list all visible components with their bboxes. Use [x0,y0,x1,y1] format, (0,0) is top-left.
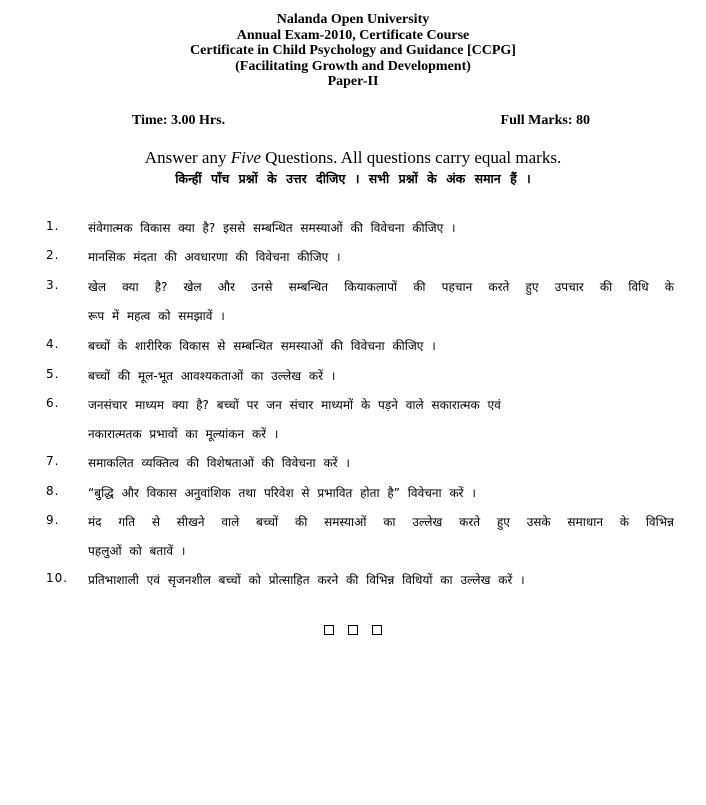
question-text-continued: रूप में महत्व को समझावें । [88,309,225,323]
question-number: 6. [46,396,60,410]
instructions-en-suffix: Questions. All questions carry equal marks. [260,148,562,167]
time-label: Time: 3.00 Hrs. [132,113,226,128]
question-text: बच्चों की मूल-भूत आवश्यकताओं का उल्लेख करें । [88,369,336,383]
question-number: 2. [46,248,60,262]
question-text-continued: नकारात्मतक प्रभावों का मूल्यांकन करें । [88,427,279,441]
instructions-en-prefix: Answer any [144,148,231,167]
full-marks-label: Full Marks: 80 [500,113,590,128]
exam-header [0,12,706,90]
question-text: संवेगात्मक विकास क्या है? इससे सम्बन्धित समस्याओं की विवेचना कीजिए । [88,221,456,235]
question-text: मंद गति से सीखने वाले बच्चों की समस्याओं का उल्लेख करते हुए उसके समाधान के विभिन्न [88,515,674,529]
question-text-continued: पहलुओं को बतावें । [88,544,186,558]
question-number: 7. [46,454,60,468]
question-number: 10. [46,571,69,585]
question-number: 3. [46,278,60,292]
question-text: खेल क्या है? खेल और उनसे सम्बन्धित कियाकलापों की पहचान करते हुए उपचार की विधि के [88,280,674,294]
instructions-en-emphasis: Five [230,148,261,167]
question-text: बच्चों के शारीरिक विकास से सम्बन्धित समस्याओं की विवेचना कीजिए । [88,339,436,353]
paper-subtitle: (Facilitating Growth and Development) [235,58,471,74]
question-number: 5. [46,367,60,381]
question-number: 9. [46,513,60,527]
end-marker [0,624,706,638]
question-text: मानसिक मंदता की अवधारणा की विवेचना कीजिए । [88,250,341,264]
paper-number: Paper-II [327,74,379,89]
question-text: प्रतिभाशाली एवं सृजनशील बच्चों को प्रोत्साहित करने की विभिन्न विधियों का उल्लेख करें । [88,573,525,587]
instructions-english [0,148,706,168]
end-box-icon [372,625,382,635]
university-name: Nalanda Open University [276,12,430,27]
question-number: 4. [46,337,60,351]
question-number: 8. [46,484,60,498]
question-text: समाकलित व्यक्तित्व की विशेषताओं की विवेचना करें । [88,456,350,470]
question-text: जनसंचार माध्यम क्या है? बच्चों पर जन संचार माध्यमों के पड़ने वाले सकारात्मक एवं [88,398,501,412]
exam-title: Annual Exam-2010, Certificate Course [236,27,470,43]
course-title: Certificate in Child Psychology and Guidance [CCPG] [190,43,516,58]
question-text: “बुद्धि और विकास अनुवांशिक तथा परिवेश से प्रभावित होता है” विवेचना करें । [88,486,476,500]
instructions-hindi: किन्हीं पाँच प्रश्नों के उत्तर दीजिए । सभी प्रश्नों के अंक समान हैं । [175,171,531,186]
end-box-icon [324,625,334,635]
end-box-icon [348,625,358,635]
question-number: 1. [46,219,60,233]
